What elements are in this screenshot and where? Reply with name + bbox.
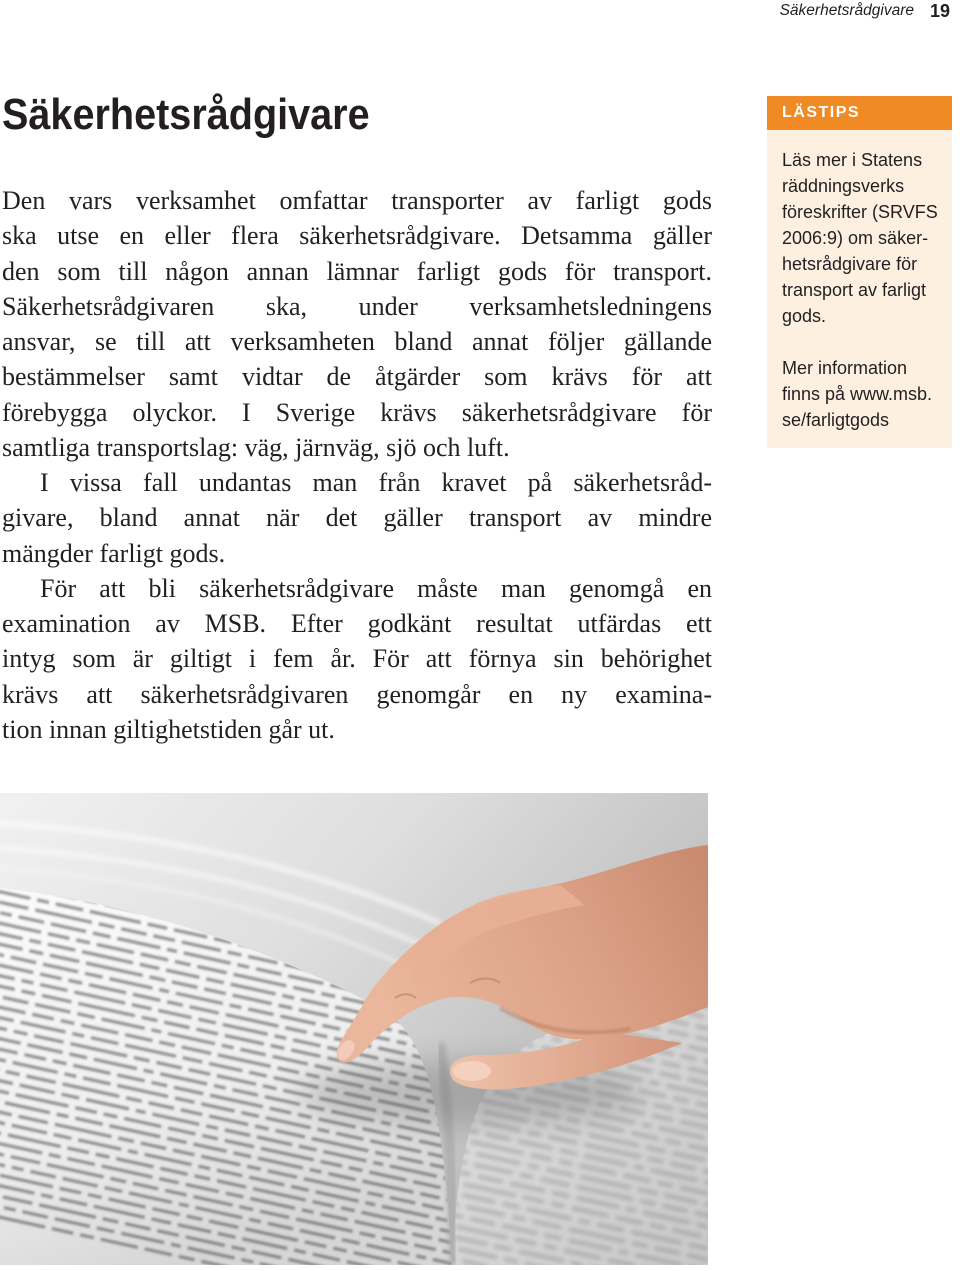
- text-line: bestämmelser samt vidtar de åtgärder som krävs för att: [2, 362, 712, 392]
- text-line: mängder farligt gods.: [2, 538, 226, 568]
- page-number: 19: [930, 1, 951, 21]
- text-line: intyg som är giltigt i fem år. För att förnya sin behörighet: [2, 644, 712, 674]
- reading-tip-line: finns på www.msb.: [782, 384, 933, 404]
- running-header-section: Säkerhetsrådgivare: [779, 2, 914, 19]
- body-text: [2, 183, 712, 747]
- body-paragraph: [2, 571, 712, 747]
- thumbnail: [453, 1061, 491, 1081]
- reading-tip-paragraph: [782, 147, 952, 329]
- text-line: Säkerhetsrådgivaren ska, under verksamhetsledningens: [2, 291, 712, 321]
- body-paragraph: [2, 183, 712, 465]
- reading-tip-line: transport av farligt: [782, 280, 927, 300]
- page-title: Säkerhetsrådgivare: [2, 90, 370, 139]
- text-line: tion innan giltighetstiden går ut.: [2, 714, 335, 744]
- text-line: I vissa fall undantas man från kravet på säkerhetsråd-: [40, 468, 712, 497]
- reading-tip-line: Läs mer i Statens: [782, 150, 923, 170]
- text-line: Den vars verksamhet omfattar transporter av farligt gods: [2, 186, 712, 215]
- reading-tip-line: gods.: [782, 306, 827, 326]
- text-line: För att bli säkerhetsrådgivare måste man genomgå en: [40, 573, 712, 603]
- text-line: examination av MSB. Efter godkänt resultat utfärdas ett: [2, 609, 712, 638]
- reading-tip-line: hetsrådgivare för: [782, 254, 918, 274]
- text-line: förebygga olyckor. I Sverige krävs säkerhetsrådgivare för: [2, 397, 712, 427]
- reading-tip-line: Mer information: [782, 358, 908, 378]
- reading-photo-image: [0, 793, 708, 1265]
- text-line: krävs att säkerhetsrådgivaren genomgår en ny examina-: [2, 679, 712, 709]
- text-line: den som till någon annan lämnar farligt gods för transport.: [2, 256, 712, 286]
- reading-tip-line: räddningsverks: [782, 176, 905, 196]
- reading-tip-line: se/farligtgods: [782, 410, 890, 430]
- reading-tip-body: [767, 130, 952, 433]
- body-paragraph: [2, 465, 712, 571]
- reading-tip-heading: LÄSTIPS: [767, 96, 952, 130]
- text-line: ska utse en eller flera säkerhetsrådgivare. Detsamma gäller: [2, 221, 712, 251]
- text-line: samtliga transportslag: väg, järnväg, sjö och luft.: [2, 432, 510, 462]
- text-line: ansvar, se till att verksamheten bland annat följer gällande: [2, 327, 712, 356]
- reading-tip-box: [767, 96, 952, 448]
- text-line: givare, bland annat när det gäller transport av mindre: [2, 503, 712, 533]
- reading-tip-line: föreskrifter (SRVFS: [782, 202, 938, 222]
- reading-tip-line: 2006:9) om säker-: [782, 228, 929, 248]
- reading-tip-paragraph: [782, 355, 952, 433]
- reading-photo: [0, 793, 708, 1265]
